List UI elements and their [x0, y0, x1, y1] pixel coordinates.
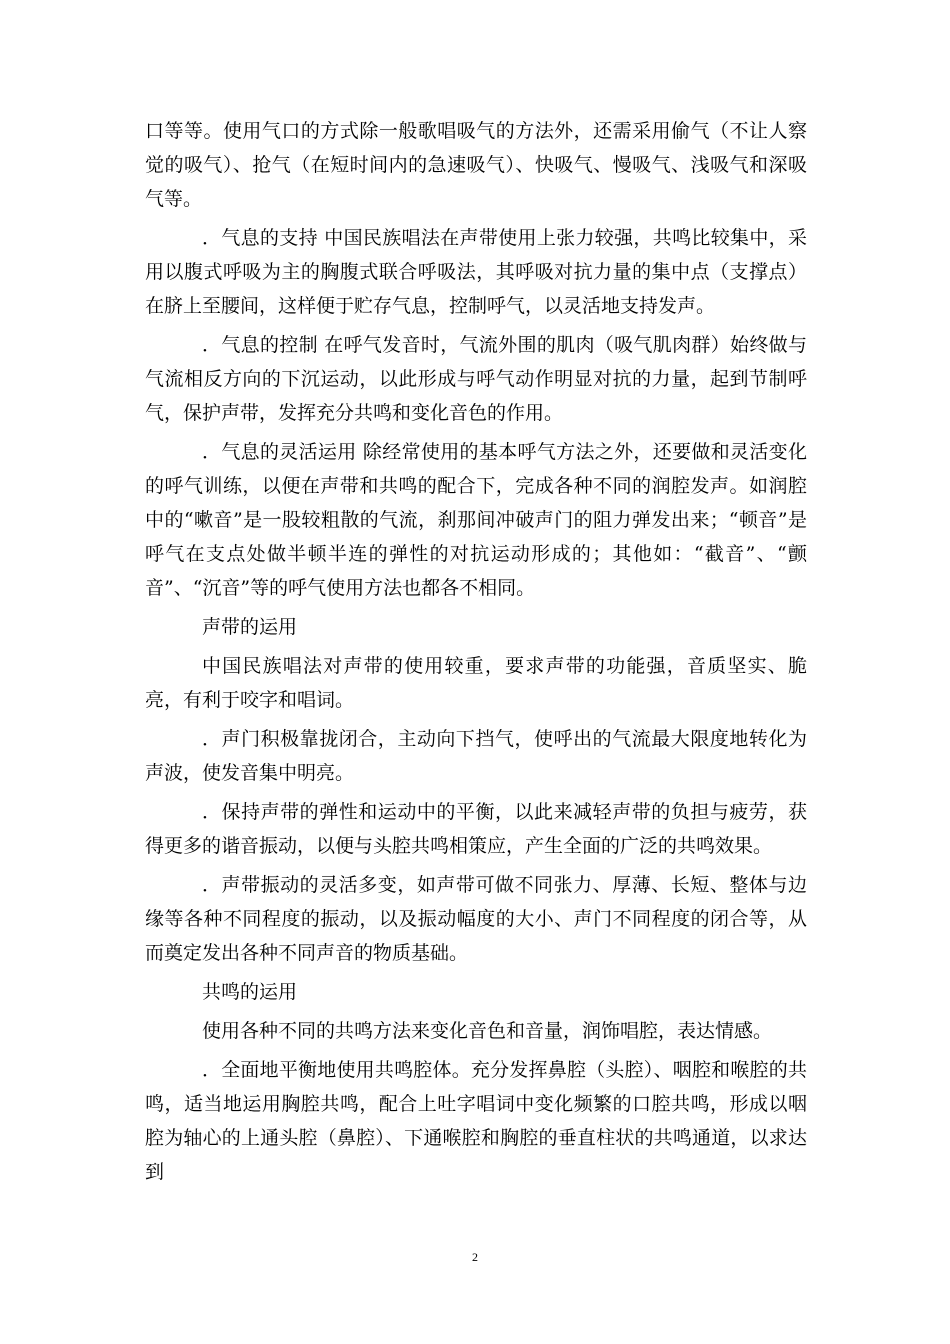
section-heading: 共鸣的运用 — [202, 981, 298, 1003]
paragraph: 使用各种不同的共鸣方法来变化音色和音量，润饰唱腔，表达情感。 — [202, 1020, 773, 1042]
paragraph: ．气息的灵活运用 除经常使用的基本呼气方法之外，还要做和灵活变化的呼气训练，以便在声带和共鸣的配合下，完成各种不同的润腔发声。如润腔中的“嗽音”是一股较粗散的气流，刹那间冲破声门的阻力弹发出来；“顿音”是呼气在支点处做半顿半连的弹性的对抗运动形成的；其他如：“截音”、“颤音”、“沉音”等的呼气使用方法也都各不相同。 — [145, 441, 807, 599]
paragraph: ．声带振动的灵活多变，如声带可做不同张力、厚薄、长短、整体与边缘等各种不同程度的振动，以及振动幅度的大小、声门不同程度的闭合等，从而奠定发出各种不同声音的物质基础。 — [145, 874, 807, 964]
page-body — [145, 114, 807, 1189]
section-heading: 声带的运用 — [202, 616, 298, 638]
paragraph: ．气息的支持 中国民族唱法在声带使用上张力较强，共鸣比较集中，采用以腹式呼吸为主的胸腹式联合呼吸法，其呼吸对抗力量的集中点（支撑点）在脐上至腰间，这样便于贮存气息，控制呼气，以灵活地支持发声。 — [145, 227, 807, 317]
paragraph: 口等等。使用气口的方式除一般歌唱吸气的方法外，还需采用偷气（不让人察觉的吸气）、抢气（在短时间内的急速吸气）、快吸气、慢吸气、浅吸气和深吸气等。 — [145, 120, 807, 210]
paragraph: ．全面地平衡地使用共鸣腔体。充分发挥鼻腔（头腔）、咽腔和喉腔的共鸣，适当地运用胸腔共鸣，配合上吐字唱词中变化频繁的口腔共鸣，形成以咽腔为轴心的上通头腔（鼻腔）、下通喉腔和胸腔的垂直柱状的共鸣通道，以求达到 — [145, 1059, 807, 1183]
paragraph: 中国民族唱法对声带的使用较重，要求声带的功能强，音质坚实、脆亮，有利于咬字和唱词。 — [145, 655, 807, 711]
paragraph: ．声门积极靠拢闭合，主动向下挡气，使呼出的气流最大限度地转化为声波，使发音集中明亮。 — [145, 728, 807, 784]
paragraph: ．保持声带的弹性和运动中的平衡，以此来减轻声带的负担与疲劳，获得更多的谐音振动，以便与头腔共鸣相策应，产生全面的广泛的共鸣效果。 — [145, 801, 807, 857]
paragraph: ．气息的控制 在呼气发音时，气流外围的肌肉（吸气肌肉群）始终做与气流相反方向的下沉运动，以此形成与呼气动作明显对抗的力量，起到节制呼气，保护声带，发挥充分共鸣和变化音色的作用。 — [145, 334, 807, 424]
page-number: 2 — [472, 1250, 478, 1264]
